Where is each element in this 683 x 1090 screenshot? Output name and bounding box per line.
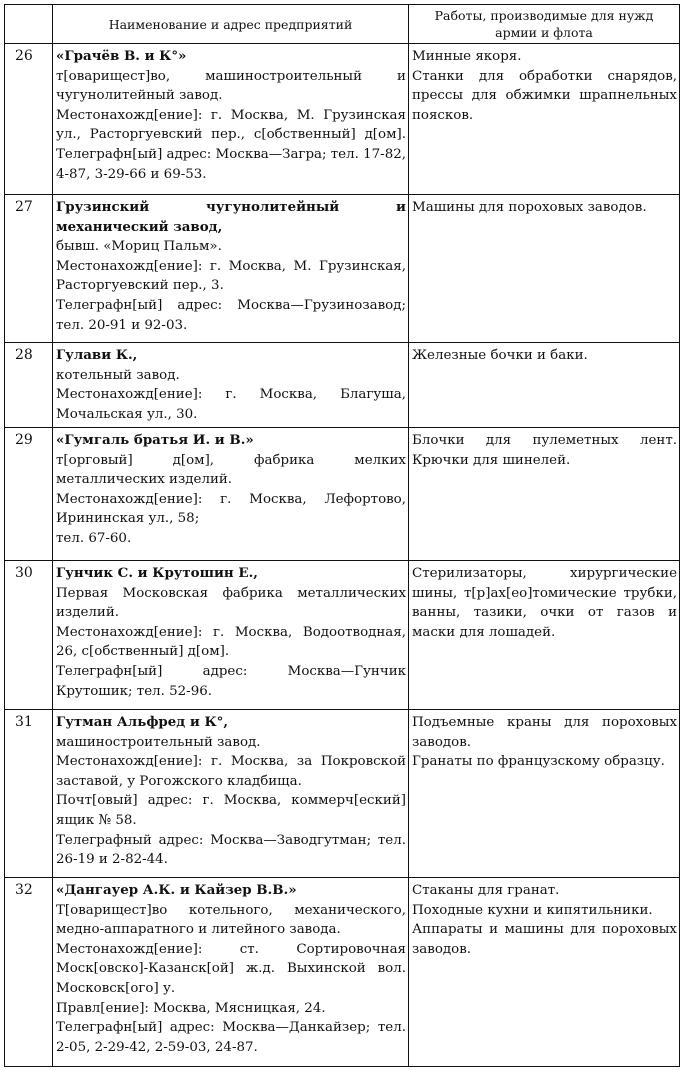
enterprise-line: Телеграфн[ый] адрес: Москва—Гунчик Крутошик; тел. 52-96. xyxy=(56,663,406,699)
enterprise-line: Почт[овый] адрес: г. Москва, коммерч[еский] ящик № 58. xyxy=(56,793,406,828)
work-cell xyxy=(409,343,680,428)
enterprise-table xyxy=(4,4,680,1067)
work-cell xyxy=(409,710,680,878)
enterprise-cell xyxy=(53,44,409,195)
enterprise-line: Телеграфный адрес: Москва—Заводгутман; тел. 26-19 и 2-82-44. xyxy=(56,832,406,868)
enterprise-cell xyxy=(53,710,409,878)
table-row xyxy=(5,195,680,343)
work-item: Подъемные краны для пороховых заводов. xyxy=(412,715,677,750)
enterprise-line: котельный завод. xyxy=(56,367,180,383)
table-row xyxy=(5,343,680,428)
firm-name: Гулави К., xyxy=(56,347,138,363)
number-column-header xyxy=(5,5,53,44)
work-cell xyxy=(409,428,680,561)
enterprise-line: Местонахожд[ение]: г. Москва, за Покровской заставой, у Рогожского кладбища. xyxy=(56,754,406,789)
work-item: Машины для пороховых заводов. xyxy=(412,200,647,215)
row-number: 30 xyxy=(5,561,53,710)
enterprise-line: т[оварищест]во, машиностроительный и чугунолитейный завод. xyxy=(56,68,406,104)
firm-name: Гутман Альфред и К°, xyxy=(56,714,228,730)
row-number: 26 xyxy=(5,44,53,195)
row-number: 31 xyxy=(5,710,53,878)
enterprise-line: Местонахожд[ение]: г. Москва, Водоотводная, 26, с[обственный] д[ом]. xyxy=(56,624,406,660)
enterprise-line: Местонахожд[ение]: г. Москва, Благуша, Мочальская ул., 30. xyxy=(56,387,406,422)
firm-name: Грузинский чугунолитейный и механический завод, xyxy=(56,199,406,235)
enterprise-line: машиностроительный завод. xyxy=(56,734,261,750)
work-item: Гранаты по французскому образцу. xyxy=(412,754,665,770)
enterprise-line: Местонахожд[ение]: г. Москва, М. Грузинская ул., Расторгуевский пер., с[обственный] д[ом]. Телеграфн[ый] адрес: Москва—Загра; тел. 17-82, 4-87, 3-29-66 и 69-53. xyxy=(56,107,406,182)
work-header-line-2: армии и флота xyxy=(495,25,593,40)
table-row xyxy=(5,561,680,710)
enterprise-cell xyxy=(53,561,409,710)
table-row xyxy=(5,44,680,195)
enterprise-line: Телеграфн[ый] адрес: Москва—Данкайзер; тел. 2-05, 2-29-42, 2-59-03, 24-87. xyxy=(56,1020,406,1055)
firm-name: «Дангауер А.К. и Кайзер В.В.» xyxy=(56,882,297,898)
enterprise-line: Т[оварищест]во котельного, механического, медно-аппаратного и литейного завода. xyxy=(56,902,406,938)
table-row xyxy=(5,710,680,878)
work-item: Блочки для пулеметных лент. Крючки для шинелей. xyxy=(412,433,677,468)
work-item: Железные бочки и баки. xyxy=(412,348,588,363)
enterprise-line: тел. 67-60. xyxy=(56,530,132,546)
enterprise-line: бывш. «Мориц Пальм». xyxy=(56,239,222,255)
work-item: Стерилизаторы, хирургические шины, т[р]ах[ео]томические трубки, ванны, тазики, очки от газов и маски для лошадей. xyxy=(412,566,677,640)
work-item: Минные якоря. xyxy=(412,49,522,64)
firm-name: «Гумгаль братья И. и В.» xyxy=(56,432,254,448)
enterprise-line: Телеграфн[ый] адрес: Москва—Грузинозавод; тел. 20-91 и 92-03. xyxy=(56,297,406,333)
enterprise-line: Местонахожд[ение]: ст. Сортировочная Моск[овско]-Казанск[ой] ж.д. Выхинской вол. Московск[ого] у. xyxy=(56,941,406,996)
enterprise-cell xyxy=(53,195,409,343)
enterprise-cell xyxy=(53,428,409,561)
row-number: 32 xyxy=(5,878,53,1067)
enterprise-line: Местонахожд[ение]: г. Москва, М. Грузинская, Расторгуевский пер., 3. xyxy=(56,258,406,294)
enterprise-cell xyxy=(53,878,409,1067)
work-item: Аппараты и машины для пороховых заводов. xyxy=(412,922,677,957)
firm-name: Гунчик С. и Крутошин Е., xyxy=(56,565,258,581)
work-header-line-1: Работы, производимые для нужд xyxy=(434,8,654,23)
row-number: 27 xyxy=(5,195,53,343)
enterprise-cell xyxy=(53,343,409,428)
row-number: 28 xyxy=(5,343,53,428)
table-header-row xyxy=(5,5,680,44)
row-number: 29 xyxy=(5,428,53,561)
work-cell xyxy=(409,195,680,343)
enterprise-line: Правл[ение]: Москва, Мясницкая, 24. xyxy=(56,1000,326,1016)
enterprise-line: Местонахожд[ение]: г. Москва, Лефортово, Ирининская ул., 58; xyxy=(56,491,406,527)
table-row xyxy=(5,878,680,1067)
work-cell xyxy=(409,44,680,195)
enterprise-line: Первая Московская фабрика металлических изделий. xyxy=(56,585,406,621)
work-item: Стаканы для гранат. xyxy=(412,883,560,898)
work-item: Походные кухни и кипятильники. xyxy=(412,902,653,918)
work-column-header xyxy=(409,5,680,44)
enterprise-line: т[орговый] д[ом], фабрика мелких металлических изделий. xyxy=(56,452,406,488)
work-item: Станки для обработки снарядов, прессы для обжимки шрапнельных поясков. xyxy=(412,68,677,123)
name-column-header: Наименование и адрес предприятий xyxy=(53,5,409,44)
table-row xyxy=(5,428,680,561)
work-cell xyxy=(409,878,680,1067)
work-cell xyxy=(409,561,680,710)
firm-name: «Грачёв В. и К°» xyxy=(56,48,187,64)
